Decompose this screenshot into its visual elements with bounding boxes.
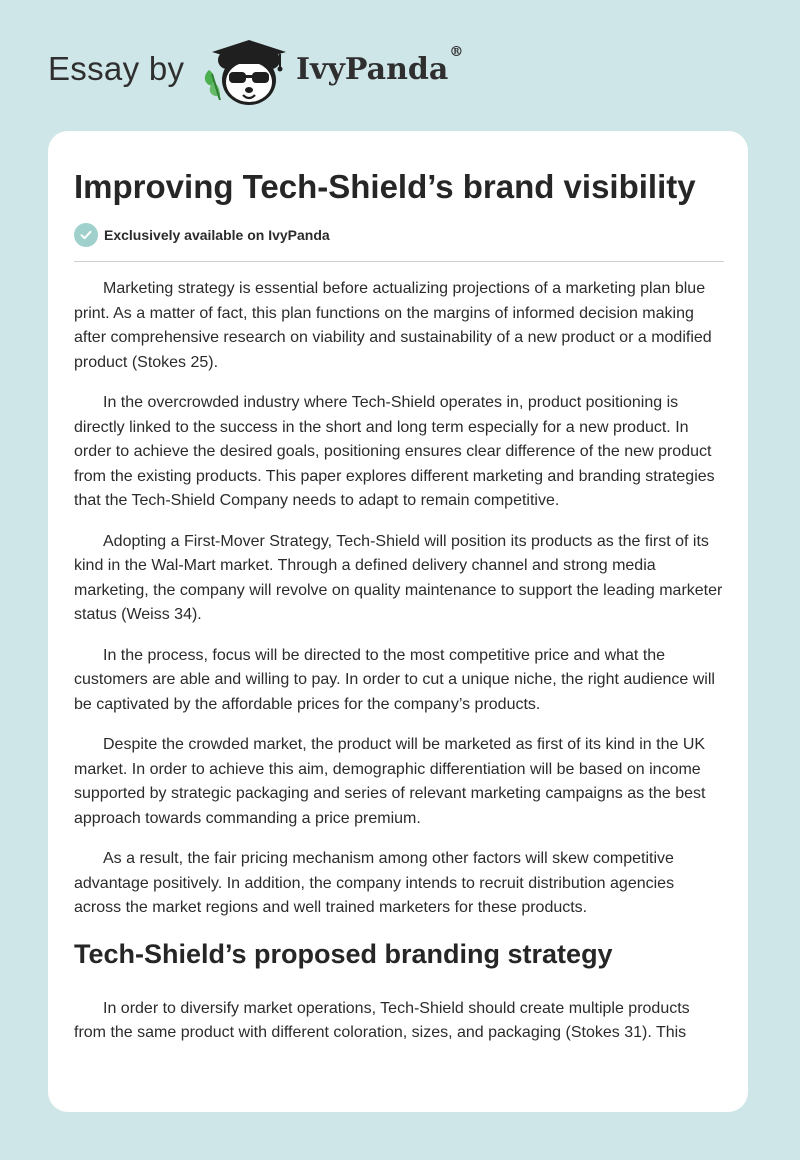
- exclusive-badge-text: Exclusively available on IvyPanda: [104, 227, 330, 243]
- exclusive-badge: [74, 223, 330, 247]
- registered-mark: ®: [449, 44, 464, 60]
- paragraph: In the overcrowded industry where Tech-Shield operates in, product positioning is directly linked to the success in the short and long term especially for a new product. In order to achieve the desired goals, positioning ensures clear difference of the new product from the existing products. This paper explores different marketing and branding strategies that the Tech-Shield Company needs to adapt to remain competitive.: [74, 394, 715, 509]
- paragraph: As a result, the fair pricing mechanism among other factors will skew competitive advantage positively. In addition, the company intends to recruit distribution agencies across the market regions and well trained marketers for these products.: [74, 850, 675, 916]
- essay-body: [74, 277, 724, 1062]
- section-heading: Tech-Shield’s proposed branding strategy: [74, 938, 613, 969]
- brand-name[interactable]: [296, 44, 464, 87]
- paragraph: Marketing strategy is essential before actualizing projections of a marketing plan blue print. As a matter of fact, this plan functions on the margins of informed decision making after comprehensive research on viability and sustainability of a new product or a modified product (Stokes 25).: [74, 280, 712, 371]
- paragraph: Adopting a First-Mover Strategy, Tech-Shield will position its products as the first of its kind in the Wal-Mart market. Through a defined delivery channel and strong media marketing, the company will revolve on quality maintenance to support the leading marketer status (Weiss 34).: [74, 532, 723, 623]
- page-title: Improving Tech-Shield’s brand visibility: [74, 168, 696, 205]
- essay-card: [48, 131, 748, 1112]
- checkmark-icon: [74, 223, 98, 247]
- paragraph: In order to diversify market operations, Tech-Shield should create multiple products from the same product with different coloration, sizes, and packaging (Stokes 31). This: [74, 999, 690, 1041]
- brand-name-text: IvyPanda: [296, 52, 449, 87]
- essay-by-label: Essay by: [48, 50, 185, 87]
- panda-graduate-logo-icon[interactable]: [200, 36, 292, 108]
- title-divider: [74, 261, 724, 262]
- paragraph: Despite the crowded market, the product will be marketed as first of its kind in the UK market. In order to achieve this aim, demographic differentiation will be based on income supported by strategic packaging and series of relevant marketing campaigns as the best approach towards commanding a price premium.: [74, 736, 706, 827]
- paragraph: In the process, focus will be directed to the most competitive price and what the customers are able and willing to pay. In order to cut a unique niche, the right audience will be captivated by the affordable prices for the company’s products.: [74, 646, 715, 713]
- site-header: [0, 0, 800, 130]
